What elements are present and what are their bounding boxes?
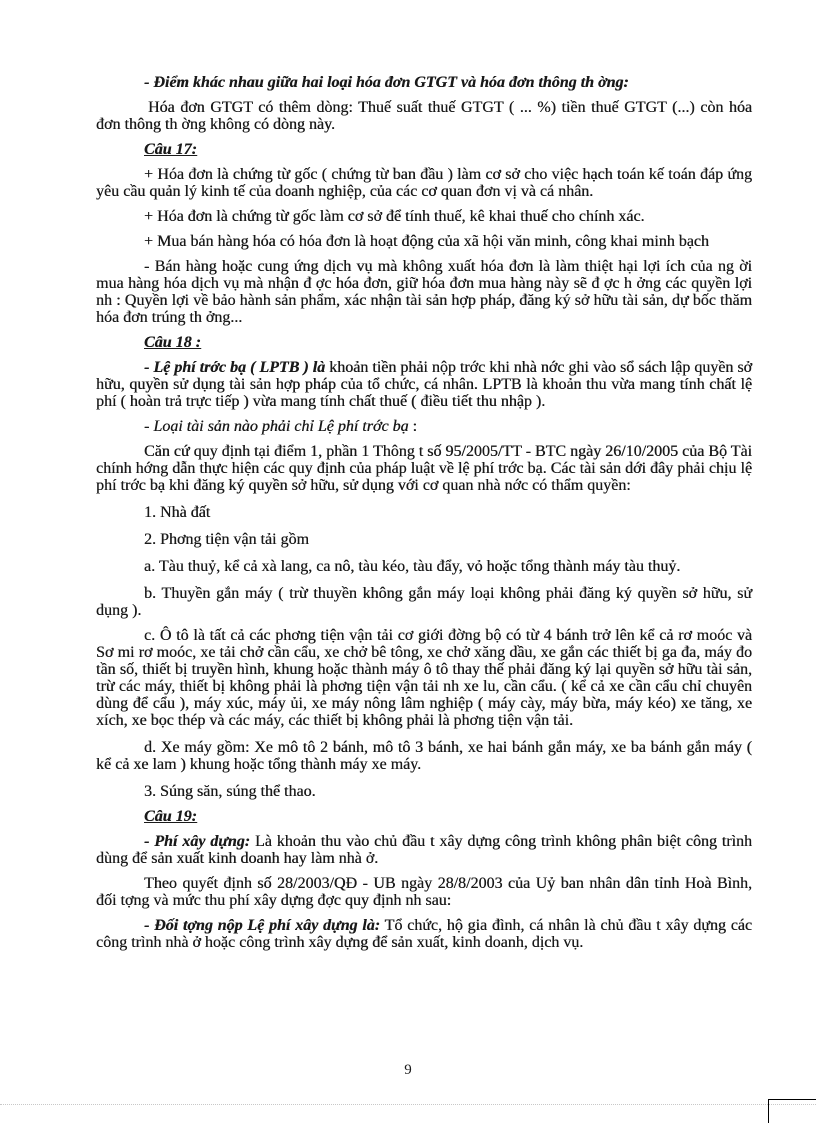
- lptb-definition-text: khoản tiền phải nộp trớc khi nhà nớc ghi vào sổ sách lập quyền sở hữu, quyền sử dụng tài sản hợp pháp của tổ chức, cá nhân. LPTB là khoản thu vừa mang tính chất lệ phí ( hoàn trả trực tiếp ) vừa mang tính chất thuế ( điều tiết thu nhập ).: [96, 359, 753, 410]
- cau17-paragraph-3: + Mua bán hàng hóa có hóa đơn là hoạt động của xã hội văn minh, công khai minh bạch: [144, 233, 709, 250]
- cau19-subject: [96, 917, 752, 951]
- list-item-2a: a. Tàu thuỷ, kể cả xà lang, ca nô, tàu kéo, tàu đẩy, vỏ hoặc tổng thành máy tàu thuỷ.: [144, 558, 681, 575]
- cau19-definition: [96, 833, 752, 867]
- cau19-decision: Theo quyết định số 28/2003/QĐ - UB ngày 28/8/2003 của Uỷ ban nhân dân tỉnh Hoà Bình, đối tợng và mức thu phí xây dựng đợc quy định nh sau:: [96, 875, 752, 909]
- list-item-2d: d. Xe máy gồm: Xe mô tô 2 bánh, mô tô 3 bánh, xe hai bánh gắn máy, xe ba bánh gắn máy ( kể cả xe lam ) khung hoặc tổng thành máy xe máy.: [96, 739, 752, 773]
- construction-fee-term: - Phí xây dựng:: [144, 833, 251, 850]
- cau17-paragraph-4: - Bán hàng hoặc cung ứng dịch vụ mà không xuất hóa đơn là làm thiệt hại lợi ích của ng ời mua hàng hóa dịch vụ mà nhận đ ợc hóa đơn, giữ hóa đơn mua hàng này sẽ đ ợc h ởng các quyền lợi nh : Quyền lợi về bảo hành sản phẩm, xác nhận tài sản hợp pháp, đăng ký sở hữu tài sản, dự bốc thăm hóa đơn trúng th ởng...: [96, 258, 752, 326]
- list-item-3: 3. Súng săn, súng thể thao.: [144, 783, 316, 800]
- page-content: [96, 74, 752, 951]
- cau17-paragraph-1: + Hóa đơn là chứng từ gốc ( chứng từ ban đầu ) làm cơ sở cho việc hạch toán kế toán đáp ứng yêu cầu quản lý kinh tế của doanh nghiệp, của các cơ quan đơn vị và cá nhân.: [96, 166, 752, 200]
- crop-mark-horizontal: [768, 1099, 816, 1100]
- construction-fee-text: Là khoản thu vào chủ đầu t xây dựng công trình không phân biệt công trình dùng để sản xuất kinh doanh hay làm nhà ở.: [96, 833, 753, 867]
- asset-types-title: - Loại tài sản nào phải chỉ Lệ phí trớc bạ: [144, 418, 409, 435]
- asset-types-colon: :: [408, 418, 417, 435]
- page-bottom-border: [0, 1104, 816, 1105]
- cau19-heading: Câu 19:: [144, 808, 197, 825]
- list-item-2b: b. Thuyền gắn máy ( trừ thuyền không gắn máy loại không phải đăng ký quyền sở hữu, sử dụng ).: [96, 585, 752, 619]
- cau18-heading: Câu 18 :: [144, 334, 201, 351]
- difference-title: - Điểm khác nhau giữa hai loại hóa đơn GTGT và hóa đơn thông th ờng:: [144, 74, 629, 91]
- list-item-2c: c. Ô tô là tất cả các phơng tiện vận tải cơ giới đờng bộ có từ 4 bánh trở lên kể cả rơ moóc và Sơ mi rơ moóc, xe tải chở cần cẩu, xe chở bê tông, xe chở xăng dầu, xe gắn các thiết bị ga đa, máy đo tần số, thiết bị truyền hình, khung hoặc thành máy ô tô thay thế phải đăng ký lại quyền sở hữu tài sản, trừ các máy, thiết bị không phải là phơng tiện vận tải nh xe lu, cần cẩu. ( kể cả xe cần cẩu chỉ chuyên dùng để cẩu ), máy xúc, máy ủi, xe máy nông lâm nghiệp ( máy cày, máy bừa, máy kéo) xe tăng, xe xích, xe bọc thép và các máy, các thiết bị không phải là phơng tiện vận tải.: [96, 627, 752, 729]
- list-item-1: 1. Nhà đất: [144, 504, 211, 521]
- cau18-definition: [96, 359, 752, 410]
- list-item-2: 2. Phơng tiện vận tải gồm: [144, 531, 309, 548]
- crop-mark-vertical: [768, 1099, 769, 1123]
- cau17-paragraph-2: + Hóa đơn là chứng từ gốc làm cơ sở để tính thuế, kê khai thuế cho chính xác.: [144, 208, 645, 225]
- cau17-heading: Câu 17:: [144, 141, 197, 158]
- difference-body: Hóa đơn GTGT có thêm dòng: Thuế suất thuế GTGT ( ... %) tiền thuế GTGT (...) còn hóa đơn thông th ờng không có dòng này.: [96, 99, 752, 133]
- lptb-term: - Lệ phí trớc bạ ( LPTB ) là: [144, 359, 326, 376]
- fee-payer-text: Tổ chức, hộ gia đình, cá nhân là chủ đầu t xây dựng các công trình nhà ở hoặc công trình xây dựng để sản xuất, kinh doanh, dịch vụ.: [96, 917, 753, 951]
- fee-payer-term: - Đối tợng nộp Lệ phí xây dựng là:: [144, 917, 381, 934]
- page-number: 9: [404, 1062, 412, 1078]
- cau18-basis: Căn cứ quy định tại điểm 1, phần 1 Thông t số 95/2005/TT - BTC ngày 26/10/2005 của Bộ Tài chính hớng dẫn thực hiện các quy định của pháp luật về lệ phí trớc bạ. Các tài sản dới đây phải chịu lệ phí trớc bạ khi đăng ký quyền sở hữu, sử dụng với cơ quan nhà nớc có thẩm quyền:: [96, 443, 752, 494]
- cau18-subtitle: [96, 418, 752, 435]
